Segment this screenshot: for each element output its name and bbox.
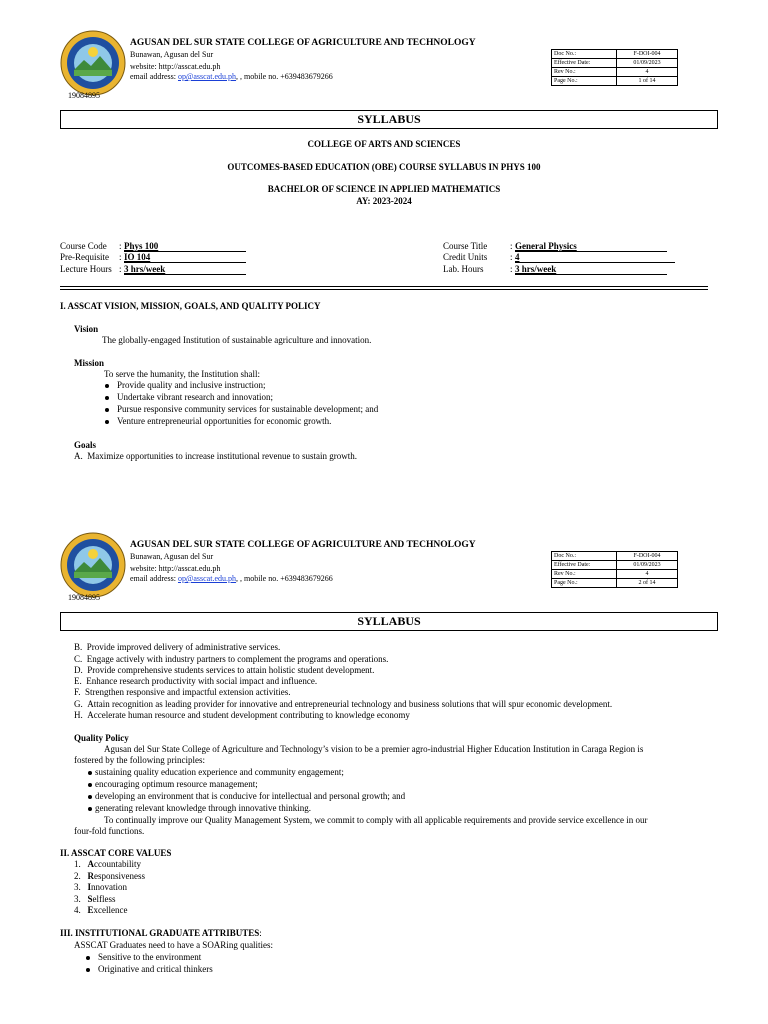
section2-heading: II. ASSCAT CORE VALUES [60,848,172,858]
effective-date-value: 01/09/2023 [617,561,678,570]
goal-item [74,676,317,686]
quality-policy-line: Agusan del Sur State College of Agriculture and Technology’s vision to be a premier agro-industrial Higher Education Institution in Caraga Region is [104,744,644,754]
goal-letter: E. [74,676,82,686]
college-seal-logo [60,532,126,598]
goal-text: Engage actively with industry partners to complement the programs and operations. [86,654,389,664]
rev-no-label: Rev No.: [552,570,617,579]
email-label: email address: [130,574,178,583]
goal-item [74,642,280,652]
college-seal-logo [60,30,126,96]
underline [515,262,675,263]
goal-text: Provide improved delivery of administrative services. [86,642,281,652]
course-code-label: Course Code [60,241,107,251]
bullet-icon [105,408,109,412]
core-value-rest: ccountability [94,859,141,869]
course-syllabus-title: OUTCOMES-BASED EDUCATION (OBE) COURSE SYLLABUS IN PHYS 100 [227,162,541,172]
institution-location: Bunawan, Agusan del Sur [130,552,214,561]
quality-principle [88,779,258,789]
goal-text: Strengthen responsive and impactful extension activities. [85,687,291,697]
goal-item [74,665,374,675]
section-divider [60,289,708,290]
document-control-table [551,551,678,588]
quality-principle [88,803,311,813]
doc-no-label: Doc No.: [552,552,617,561]
underline [515,251,667,252]
institution-location: Bunawan, Agusan del Sur [130,50,214,59]
rev-no-value: 4 [617,68,678,77]
colon: : [119,252,122,262]
core-value-rest: esponsiveness [94,871,145,881]
program-title: BACHELOR OF SCIENCE IN APPLIED MATHEMATICS [267,184,501,194]
mission-label: Mission [74,358,105,368]
goal-letter: A. [74,451,83,461]
bullet-icon [88,795,92,799]
bullet-icon [86,968,90,972]
graduate-attribute [86,964,213,974]
syllabus-banner: SYLLABUS [60,110,718,129]
bullet-icon [105,396,109,400]
doc-no-label: Doc No.: [552,50,617,59]
bullet-icon [88,771,92,775]
goal-text: Enhance research productivity with social impact and influence. [86,676,318,686]
bullet-icon [88,807,92,811]
underline [124,274,246,275]
effective-date-label: Effective Date: [552,59,617,68]
effective-date-label: Effective Date: [552,561,617,570]
core-value-initial: E [87,905,94,915]
core-value-num: 4. [74,905,81,915]
section3-heading-text: III. INSTITUTIONAL GRADUATE ATTRIBUTES [60,928,260,938]
graduate-attribute-text: Originative and critical thinkers [98,964,213,974]
email-link[interactable]: op@asscat.edu.ph [177,72,237,81]
core-value-rest: nnovation [91,882,128,892]
mission-item-text: Pursue responsive community services for sustainable development; and [117,404,379,414]
email-link[interactable]: op@asscat.edu.ph [177,574,237,583]
academic-year: AY: 2023-2024 [356,196,412,206]
mission-item-text: Undertake vibrant research and innovation; [117,392,273,402]
mission-item-text: Venture entrepreneurial opportunities for economic growth. [117,416,332,426]
rev-no-value: 4 [617,570,678,579]
quality-policy-close: four-fold functions. [74,826,145,836]
core-value-item [74,905,128,915]
core-value-num: 3. [74,882,81,892]
goal-text: Accelerate human resource and student development contributing to knowledge economy [87,710,410,720]
quality-policy-close: To continually improve our Quality Management System, we commit to comply with all applicable requirements and provide service excellence in our [104,815,648,825]
mission-item-text: Provide quality and inclusive instruction; [117,380,266,390]
goal-text: Maximize opportunities to increase institutional revenue to sustain growth. [87,451,357,461]
section3-intro: ASSCAT Graduates need to have a SOARing qualities: [74,940,274,950]
effective-date-value: 01/09/2023 [617,59,678,68]
vision-label: Vision [74,324,99,334]
rev-no-label: Rev No.: [552,68,617,77]
mission-item [105,416,331,426]
core-value-initial: S [87,894,93,904]
bullet-icon [88,783,92,787]
core-value-num: 2. [74,871,81,881]
goal-item [74,710,410,720]
colon: : [510,252,513,262]
core-value-rest: xcellence [93,905,128,915]
colon: : [119,241,122,251]
quality-principle [88,767,344,777]
email-label: email address: [130,72,178,81]
mobile-text: , , mobile no. +639483679266 [236,72,333,81]
quality-principle-text: sustaining quality education experience and community engagement; [95,767,344,777]
core-value-initial: I [87,882,92,892]
goal-item [74,699,612,709]
core-value-initial: R [87,871,94,881]
quality-principle-text: encouraging optimum resource management; [95,779,258,789]
mission-item [105,392,273,402]
colon: : [510,241,513,251]
goal-letter: G. [74,699,83,709]
goal-text: Attain recognition as leading provider for innovative and entrepreneurial technology and business solutions that will spur economic development. [87,699,613,709]
quality-principle [88,791,405,801]
bullet-icon [105,384,109,388]
doc-no-value: F-DOI-004 [617,552,678,561]
goal-item [74,451,357,461]
core-value-initial: A [87,859,94,869]
vision-text: The globally-engaged Institution of sustainable agriculture and innovation. [102,335,372,345]
section1-heading: I. ASSCAT VISION, MISSION, GOALS, AND QUALITY POLICY [60,301,321,311]
core-value-item [74,882,127,892]
course-title-value: General Physics [515,241,577,251]
quality-principle-text: generating relevant knowledge through innovative thinking. [95,803,311,813]
registration-number: 19084895 [68,593,100,602]
lab-hours-value: 3 hrs/week [515,264,557,274]
goal-text: Provide comprehensive students services to attain holistic student development. [87,665,375,675]
core-value-item [74,894,116,904]
institution-name: AGUSAN DEL SUR STATE COLLEGE OF AGRICULTURE AND TECHNOLOGY [130,38,476,48]
lecture-hours-label: Lecture Hours [60,264,112,274]
institution-contact [130,72,333,81]
lecture-hours-value: 3 hrs/week [124,264,166,274]
institution-name: AGUSAN DEL SUR STATE COLLEGE OF AGRICULTURE AND TECHNOLOGY [130,540,476,550]
mobile-text: , , mobile no. +639483679266 [236,574,333,583]
goals-label: Goals [74,440,97,450]
colon: : [510,264,513,274]
goal-letter: H. [74,710,83,720]
syllabus-banner: SYLLABUS [60,612,718,631]
bullet-icon [86,956,90,960]
goal-letter: F. [74,687,81,697]
colon: : [119,264,122,274]
underline [124,262,246,263]
college-title: COLLEGE OF ARTS AND SCIENCES [307,139,461,149]
page-no-value: 2 of 14 [617,579,678,588]
mission-intro: To serve the humanity, the Institution shall: [104,369,261,379]
graduate-attribute-text: Sensitive to the environment [98,952,202,962]
section3-heading-colon: : [259,928,262,938]
mission-item [105,404,378,414]
course-code-value: Phys 100 [124,241,159,251]
quality-policy-line: fostered by the following principles: [74,755,205,765]
goal-item [74,687,291,697]
page-no-value: 1 of 14 [617,77,678,86]
quality-policy-label: Quality Policy [74,733,129,743]
mission-item [105,380,265,390]
section3-heading [60,928,262,938]
core-value-num: 3. [74,894,81,904]
page-no-label: Page No.: [552,77,617,86]
core-value-item [74,859,141,869]
goal-letter: B. [74,642,83,652]
section-divider [60,286,708,287]
core-value-rest: elfless [92,894,116,904]
goal-letter: D. [74,665,83,675]
institution-website: website: http://asscat.edu.ph [130,564,221,573]
graduate-attribute [86,952,201,962]
core-value-num: 1. [74,859,81,869]
quality-principle-text: developing an environment that is conducive for intellectual and personal growth; and [95,791,406,801]
credit-units-value: 4 [515,252,520,262]
registration-number: 19084895 [68,91,100,100]
underline [515,274,667,275]
bullet-icon [105,420,109,424]
page-no-label: Page No.: [552,579,617,588]
course-title-label: Course Title [443,241,488,251]
institution-contact [130,574,333,583]
doc-no-value: F-DOI-004 [617,50,678,59]
core-value-item [74,871,145,881]
institution-website: website: http://asscat.edu.ph [130,62,221,71]
document-control-table [551,49,678,86]
prereq-label: Pre-Requisite [60,252,109,262]
prereq-value: IO 104 [124,252,151,262]
credit-units-label: Credit Units [443,252,488,262]
goal-letter: C. [74,654,83,664]
lab-hours-label: Lab. Hours [443,264,484,274]
goal-item [74,654,388,664]
